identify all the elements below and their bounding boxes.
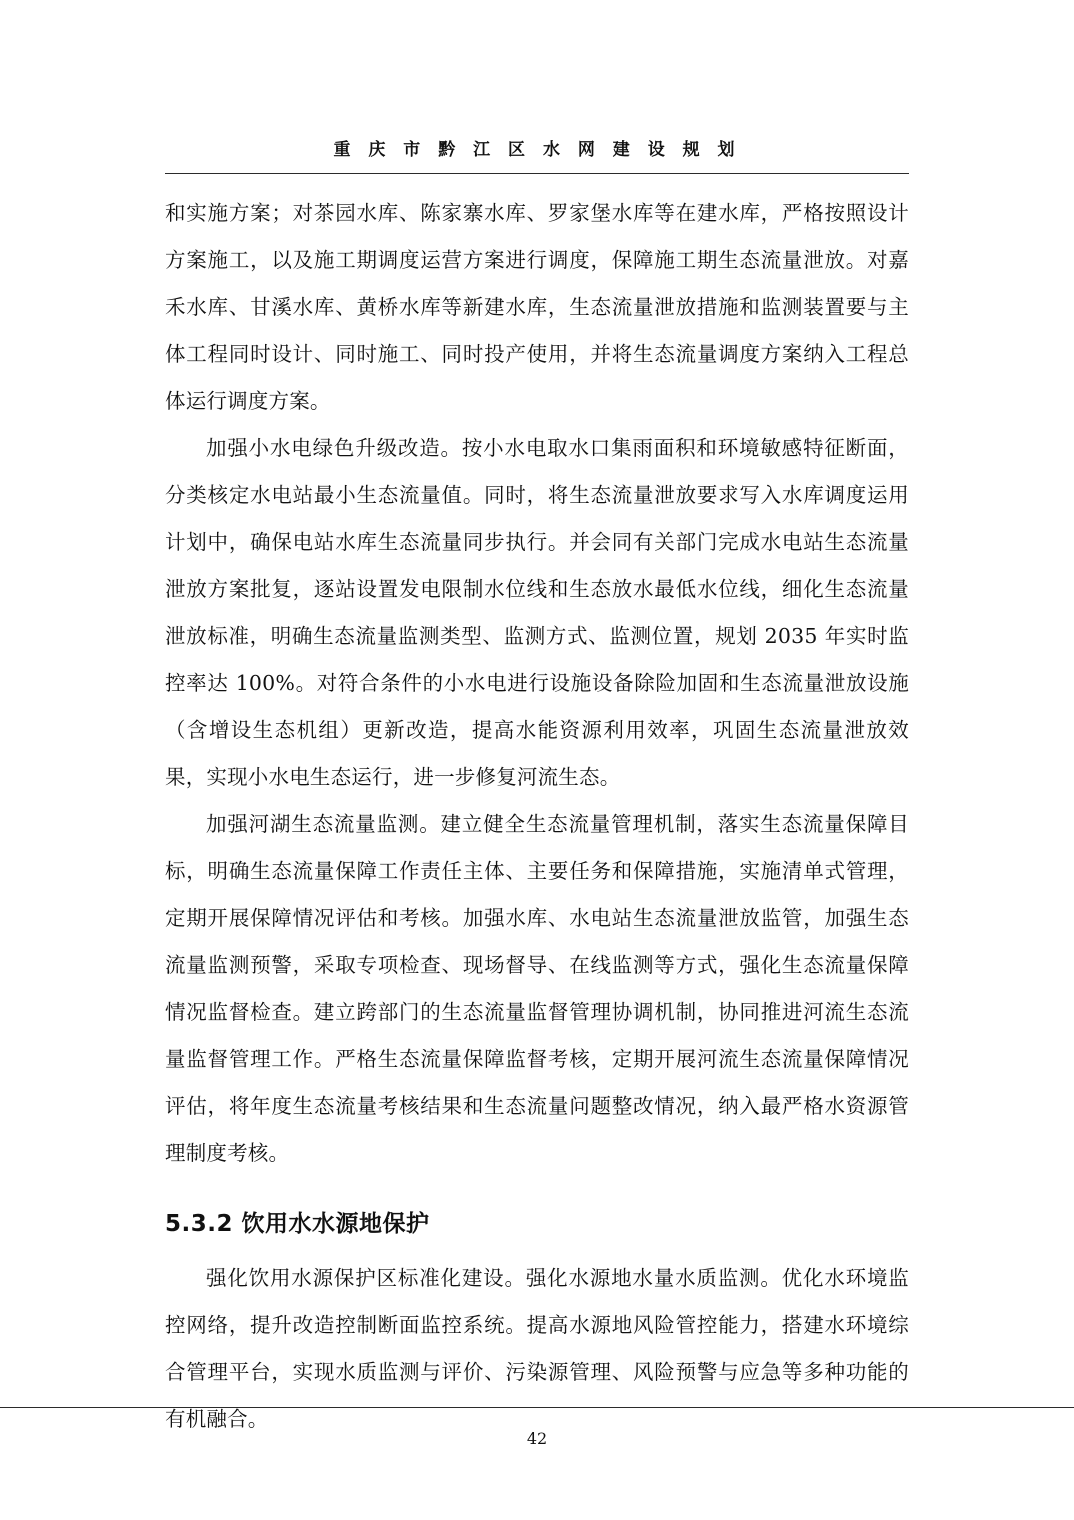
footer-divider [0, 1407, 1074, 1408]
paragraph: 强化饮用水源保护区标准化建设。强化水源地水量水质监测。优化水环境监控网络，提升改造控制断面监控系统。提高水源地风险管控能力，搭建水环境综合管理平台，实现水质监测与评价、污染源管理、风险预警与应急等多种功能的有机融合。 [165, 1266, 909, 1431]
body-text [165, 190, 909, 1443]
page-content [165, 0, 909, 1520]
page-header-title: 重 庆 市 黔 江 区 水 网 建 设 规 划 [333, 140, 741, 160]
page-number: 42 [526, 1429, 548, 1448]
section-heading: 5.3.2 饮用水水源地保护 [165, 1211, 430, 1237]
paragraph: 和实施方案；对茶园水库、陈家寨水库、罗家堡水库等在建水库，严格按照设计方案施工，以及施工期调度运营方案进行调度，保障施工期生态流量泄放。对嘉禾水库、甘溪水库、黄桥水库等新建水库，生态流量泄放措施和监测装置要与主体工程同时设计、同时施工、同时投产使用，并将生态流量调度方案纳入工程总体运行调度方案。 [165, 201, 909, 413]
paragraph: 加强河湖生态流量监测。建立健全生态流量管理机制，落实生态流量保障目标，明确生态流量保障工作责任主体、主要任务和保障措施，实施清单式管理，定期开展保障情况评估和考核。加强水库、水电站生态流量泄放监管，加强生态流量监测预警，采取专项检查、现场督导、在线监测等方式，强化生态流量保障情况监督检查。建立跨部门的生态流量监督管理协调机制，协同推进河流生态流量监督管理工作。严格生态流量保障监督考核，定期开展河流生态流量保障情况评估，将年度生态流量考核结果和生态流量问题整改情况，纳入最严格水资源管理制度考核。 [165, 812, 909, 1165]
paragraph: 加强小水电绿色升级改造。按小水电取水口集雨面积和环境敏感特征断面，分类核定水电站最小生态流量值。同时，将生态流量泄放要求写入水库调度运用计划中，确保电站水库生态流量同步执行。并会同有关部门完成水电站生态流量泄放方案批复，逐站设置发电限制水位线和生态放水最低水位线，细化生态流量泄放标准，明确生态流量监测类型、监测方式、监测位置，规划 2035 年实时监控率达 100%。对符合条件的小水电进行设施设备除险加固和生态流量泄放设施（含增设生态机组）更新改造，提高水能资源利用效率，巩固生态流量泄放效果，实现小水电生态运行，进一步修复河流生态。 [165, 436, 909, 789]
header-divider [165, 173, 909, 174]
